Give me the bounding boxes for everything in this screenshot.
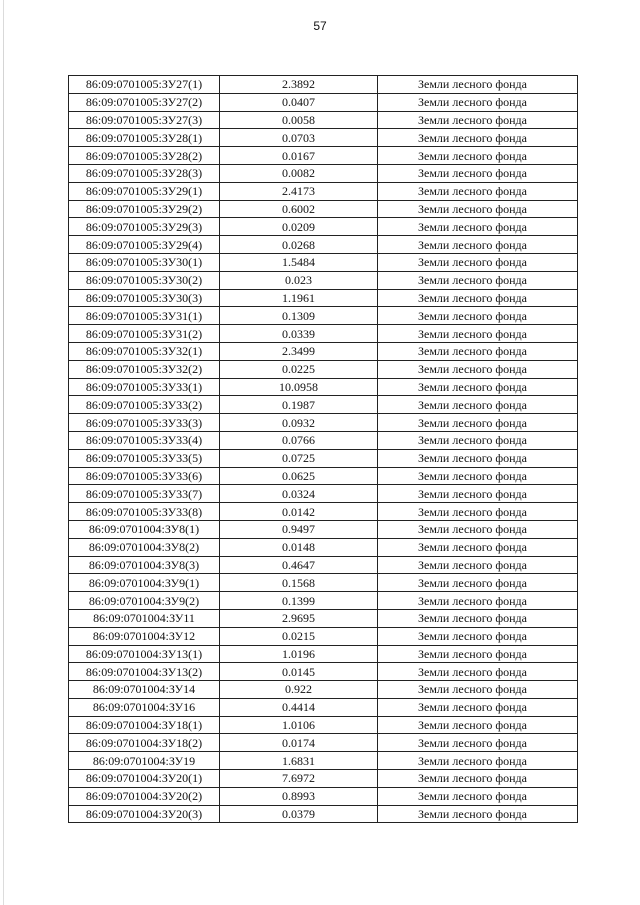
land-category-cell: Земли лесного фонда [378,93,578,111]
land-category-cell: Земли лесного фонда [378,503,578,521]
table-row [69,431,578,449]
cadastral-number-cell: 86:09:0701005:ЗУ32(1) [69,342,220,360]
land-category-cell: Земли лесного фонда [378,698,578,716]
land-category-cell: Земли лесного фонда [378,396,578,414]
area-cell: 0.0339 [220,325,378,343]
area-cell: 0.0225 [220,360,378,378]
area-cell: 0.1987 [220,396,378,414]
land-category-cell: Земли лесного фонда [378,627,578,645]
area-cell: 0.0209 [220,218,378,236]
table-row [69,663,578,681]
cadastral-number-cell: 86:09:0701004:ЗУ8(1) [69,520,220,538]
cadastral-number-cell: 86:09:0701005:ЗУ27(2) [69,93,220,111]
cadastral-number-cell: 86:09:0701005:ЗУ33(4) [69,431,220,449]
cadastral-number-cell: 86:09:0701004:ЗУ19 [69,752,220,770]
table-row [69,627,578,645]
table-row [69,271,578,289]
land-category-cell: Земли лесного фонда [378,414,578,432]
land-category-cell: Земли лесного фонда [378,289,578,307]
cadastral-number-cell: 86:09:0701005:ЗУ29(4) [69,236,220,254]
land-category-cell: Земли лесного фонда [378,770,578,788]
area-cell: 1.6831 [220,752,378,770]
table-row [69,360,578,378]
area-cell: 0.0324 [220,485,378,503]
table-row [69,485,578,503]
table-row [69,129,578,147]
cadastral-number-cell: 86:09:0701005:ЗУ33(6) [69,467,220,485]
table-row [69,147,578,165]
cadastral-number-cell: 86:09:0701004:ЗУ12 [69,627,220,645]
area-cell: 10.0958 [220,378,378,396]
land-category-cell: Земли лесного фонда [378,787,578,805]
land-category-cell: Земли лесного фонда [378,805,578,823]
land-category-cell: Земли лесного фонда [378,307,578,325]
table-row [69,556,578,574]
area-cell: 7.6972 [220,770,378,788]
land-category-cell: Земли лесного фонда [378,467,578,485]
table-body [69,76,578,823]
table-row [69,681,578,699]
land-category-cell: Земли лесного фонда [378,200,578,218]
cadastral-number-cell: 86:09:0701005:ЗУ29(2) [69,200,220,218]
table-row [69,770,578,788]
cadastral-number-cell: 86:09:0701005:ЗУ29(3) [69,218,220,236]
land-category-cell: Земли лесного фонда [378,485,578,503]
cadastral-number-cell: 86:09:0701005:ЗУ27(1) [69,76,220,94]
land-category-cell: Земли лесного фонда [378,663,578,681]
land-category-cell: Земли лесного фонда [378,734,578,752]
land-category-cell: Земли лесного фонда [378,182,578,200]
land-category-cell: Земли лесного фонда [378,556,578,574]
table-row [69,467,578,485]
area-cell: 0.0142 [220,503,378,521]
area-cell: 1.5484 [220,253,378,271]
land-category-cell: Земли лесного фонда [378,378,578,396]
area-cell: 2.4173 [220,182,378,200]
cadastral-number-cell: 86:09:0701005:ЗУ28(1) [69,129,220,147]
land-category-cell: Земли лесного фонда [378,681,578,699]
cadastral-number-cell: 86:09:0701004:ЗУ9(1) [69,574,220,592]
land-category-cell: Земли лесного фонда [378,538,578,556]
page-number: 57 [313,19,327,33]
cadastral-number-cell: 86:09:0701005:ЗУ33(5) [69,449,220,467]
land-category-cell: Земли лесного фонда [378,716,578,734]
table-row [69,734,578,752]
area-cell: 1.1961 [220,289,378,307]
land-category-cell: Земли лесного фонда [378,129,578,147]
cadastral-number-cell: 86:09:0701004:ЗУ8(2) [69,538,220,556]
table-row [69,503,578,521]
cadastral-number-cell: 86:09:0701005:ЗУ31(1) [69,307,220,325]
area-cell: 0.0725 [220,449,378,467]
table-row [69,325,578,343]
area-cell: 0.922 [220,681,378,699]
area-cell: 0.0407 [220,93,378,111]
cadastral-number-cell: 86:09:0701005:ЗУ28(2) [69,147,220,165]
cadastral-number-cell: 86:09:0701005:ЗУ33(1) [69,378,220,396]
area-cell: 0.023 [220,271,378,289]
cadastral-number-cell: 86:09:0701004:ЗУ20(3) [69,805,220,823]
cadastral-number-cell: 86:09:0701004:ЗУ14 [69,681,220,699]
land-category-cell: Земли лесного фонда [378,449,578,467]
area-cell: 0.1568 [220,574,378,592]
table-row [69,378,578,396]
area-cell: 0.0379 [220,805,378,823]
area-cell: 0.0082 [220,164,378,182]
area-cell: 0.0058 [220,111,378,129]
land-category-cell: Земли лесного фонда [378,76,578,94]
area-cell: 0.0268 [220,236,378,254]
table-row [69,752,578,770]
table-row [69,182,578,200]
land-category-cell: Земли лесного фонда [378,574,578,592]
table-row [69,307,578,325]
cadastral-number-cell: 86:09:0701004:ЗУ18(2) [69,734,220,752]
cadastral-number-cell: 86:09:0701004:ЗУ20(1) [69,770,220,788]
table-row [69,93,578,111]
area-cell: 2.3892 [220,76,378,94]
cadastral-number-cell: 86:09:0701005:ЗУ33(8) [69,503,220,521]
table-row [69,253,578,271]
land-category-cell: Земли лесного фонда [378,111,578,129]
land-category-cell: Земли лесного фонда [378,520,578,538]
cadastral-number-cell: 86:09:0701005:ЗУ33(2) [69,396,220,414]
area-cell: 1.0106 [220,716,378,734]
land-category-cell: Земли лесного фонда [378,609,578,627]
table-row [69,645,578,663]
cadastral-number-cell: 86:09:0701004:ЗУ18(1) [69,716,220,734]
land-category-cell: Земли лесного фонда [378,164,578,182]
cadastral-number-cell: 86:09:0701004:ЗУ20(2) [69,787,220,805]
table-row [69,289,578,307]
land-category-cell: Земли лесного фонда [378,325,578,343]
land-category-cell: Земли лесного фонда [378,752,578,770]
cadastral-number-cell: 86:09:0701005:ЗУ32(2) [69,360,220,378]
table-row [69,592,578,610]
table-row [69,520,578,538]
cadastral-number-cell: 86:09:0701005:ЗУ30(2) [69,271,220,289]
scan-edge-line [3,0,4,905]
area-cell: 0.0932 [220,414,378,432]
table-row [69,76,578,94]
area-cell: 0.4414 [220,698,378,716]
land-category-cell: Земли лесного фонда [378,342,578,360]
area-cell: 0.4647 [220,556,378,574]
table-row [69,414,578,432]
area-cell: 0.0167 [220,147,378,165]
table-row [69,805,578,823]
cadastral-number-cell: 86:09:0701005:ЗУ31(2) [69,325,220,343]
table-row [69,574,578,592]
land-parcels-table [68,75,578,823]
area-cell: 0.1399 [220,592,378,610]
cadastral-number-cell: 86:09:0701005:ЗУ30(3) [69,289,220,307]
table-row [69,164,578,182]
cadastral-number-cell: 86:09:0701004:ЗУ16 [69,698,220,716]
table-row [69,218,578,236]
table-row [69,396,578,414]
cadastral-number-cell: 86:09:0701004:ЗУ13(2) [69,663,220,681]
area-cell: 0.0148 [220,538,378,556]
cadastral-number-cell: 86:09:0701004:ЗУ11 [69,609,220,627]
cadastral-number-cell: 86:09:0701005:ЗУ28(3) [69,164,220,182]
cadastral-number-cell: 86:09:0701004:ЗУ8(3) [69,556,220,574]
cadastral-number-cell: 86:09:0701005:ЗУ30(1) [69,253,220,271]
cadastral-number-cell: 86:09:0701005:ЗУ33(7) [69,485,220,503]
table-row [69,609,578,627]
cadastral-number-cell: 86:09:0701005:ЗУ33(3) [69,414,220,432]
table-row [69,787,578,805]
land-category-cell: Земли лесного фонда [378,360,578,378]
land-category-cell: Земли лесного фонда [378,271,578,289]
area-cell: 0.8993 [220,787,378,805]
land-category-cell: Земли лесного фонда [378,218,578,236]
area-cell: 0.1309 [220,307,378,325]
area-cell: 2.9695 [220,609,378,627]
area-cell: 0.0215 [220,627,378,645]
table-row [69,698,578,716]
table-row [69,111,578,129]
area-cell: 0.0174 [220,734,378,752]
area-cell: 0.6002 [220,200,378,218]
land-category-cell: Земли лесного фонда [378,147,578,165]
cadastral-number-cell: 86:09:0701004:ЗУ13(1) [69,645,220,663]
table-row [69,342,578,360]
table-row [69,236,578,254]
land-category-cell: Земли лесного фонда [378,253,578,271]
table-row [69,449,578,467]
area-cell: 0.0625 [220,467,378,485]
cadastral-number-cell: 86:09:0701004:ЗУ9(2) [69,592,220,610]
area-cell: 0.0145 [220,663,378,681]
cadastral-number-cell: 86:09:0701005:ЗУ29(1) [69,182,220,200]
land-category-cell: Земли лесного фонда [378,592,578,610]
table-row [69,200,578,218]
area-cell: 1.0196 [220,645,378,663]
table-row [69,716,578,734]
land-category-cell: Земли лесного фонда [378,236,578,254]
land-category-cell: Земли лесного фонда [378,431,578,449]
table-row [69,538,578,556]
area-cell: 0.0703 [220,129,378,147]
cadastral-number-cell: 86:09:0701005:ЗУ27(3) [69,111,220,129]
land-category-cell: Земли лесного фонда [378,645,578,663]
area-cell: 0.0766 [220,431,378,449]
area-cell: 0.9497 [220,520,378,538]
area-cell: 2.3499 [220,342,378,360]
